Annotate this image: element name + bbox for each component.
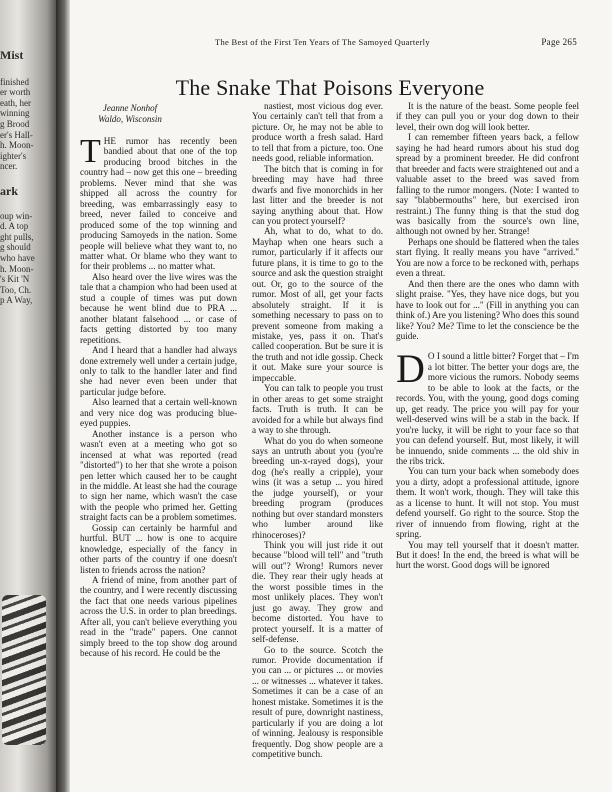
fragment-line: h. Moon- <box>0 140 34 151</box>
paragraph-text: Gossip can certainly be harmful and hurtful. BUT ... how is one to acquire knowledge, especially of the fancy in other parts of the country if one doesn't listen to friends across the nation? <box>80 522 237 575</box>
fragment-line: ght pulls, <box>0 231 34 242</box>
paragraph-text: You can talk to people you trust in other areas to get some straight facts. Truth is truth. It can be avoided for a while but always find a way to she through. <box>252 383 383 436</box>
fragment-line: eath, her <box>0 97 31 108</box>
article-title: The Snake That Poisons Everyone <box>175 74 485 100</box>
fragment-line: oup win- <box>0 210 33 221</box>
paragraph-text: And then there are the ones who damn with slight praise. "Yes, they have nice dogs, but you have to look out for ..." (Fill in anything you can think of.) Are you listening? Who does this sound like? You? Me? Time to let the conscience be the guide. <box>396 278 579 341</box>
paragraph-text: Also learned that a certain well-known and very nice dog was producing blue-eyed puppies. <box>80 397 237 429</box>
running-head <box>0 37 612 49</box>
paragraph <box>80 133 237 272</box>
paragraph-text: nastiest, most vicious dog ever. You certainly can't tell that from a picture. Or, he may not be able to produce worth a fresh salad. Hard to tell that from a picture, too. One needs good, reliable information. <box>252 101 383 164</box>
fragment-lines-1 <box>0 77 58 172</box>
paragraph-text: You can turn your back when somebody does you a dirty, adopt a professional attitude, ignore them. It won't work, though. They will take this as a license to hunt. It will not stop. You must defend yourself. Go right to the source. Stop the river of innuendo from flowing, right at the spring. <box>396 466 579 540</box>
paragraph <box>80 575 237 659</box>
paragraph <box>396 346 579 466</box>
paragraph-text: Also heard over the live wires was the tale that a champion who had been used at stud a couple of times was put down because he went blind due to PRA ... another blatant falsehood ... or case of facts getting distorted by too many repetitions. <box>80 271 237 345</box>
paragraph-text: And I heard that a handler had always done extremely well under a certain judge, only to talk to the handler later and find she had never even been under that particular judge before. <box>80 345 237 397</box>
paragraph <box>252 645 383 760</box>
paragraph <box>396 540 579 571</box>
column-3-part-1 <box>396 101 579 341</box>
paragraph-text: Ah, what to do, what to do. Mayhap when one hears such a rumor, particularly if it affects our future plans, it is time to go to the source and ask the question straight out. Or, go to the source of the rumor. Most of all, get your facts absolutely straight. If it is something necessary to pass on to prevent someone from making a mistake, yes, pass it on. That's called cooperation. But be sure it is the truth and not idle gossip. Check it out. Make sure your source is impeccable. <box>252 226 383 383</box>
paragraph-text: The bitch that is coming in for breeding may have had three dwarfs and five monorchids in her last litter and the breeder is not saying anything about that. How can you protect yourself? <box>252 163 383 226</box>
drop-cap: T <box>80 133 101 170</box>
paragraph <box>396 237 579 279</box>
paragraph-text: Go to the source. Scotch the rumor. Provide documentation if you can ... or pictures ... or movies ... or witnesses ... whatever it takes. Sometimes it can be a case of an honest mistake. Sometimes it is the result of pure, downright nastiness, particularly if you are doing a lot of winning. Jealousy is responsible frequently. Dog show people are a competitive bunch. <box>252 644 383 760</box>
fragment-lines-2 <box>0 211 58 306</box>
column-3-part-2 <box>396 346 579 571</box>
fragment-line: h. Moon- <box>0 263 34 274</box>
book-spine <box>56 0 70 792</box>
fragment-line: g Brood <box>0 118 30 129</box>
paragraph <box>396 101 579 132</box>
paragraph-text: HE rumor has recently been bandied about that one of the top producing brood bitches in the country had – now get this one – breeding problems. Never mind that she was shipped all across the country for breeding, was embarrassingly easy to breed, never failed to conceive and produced some of the top winning and producing Samoyeds in the nation. Some people will believe what they want to, no matter what. Or blame who they want to for their problems ... no matter what. <box>80 136 237 272</box>
decorative-dog-graphic-fragment <box>2 595 46 745</box>
fragment-line: d. A top <box>0 221 29 232</box>
fragment-line: ighter's <box>0 150 27 161</box>
fragment-line: er worth <box>0 87 31 98</box>
article-column-2 <box>252 101 383 760</box>
fragment-line: er's Hall- <box>0 129 33 140</box>
paragraph <box>80 523 237 575</box>
paragraph <box>396 466 579 539</box>
paragraph-text: It is the nature of the beast. Some people feel if they can pull you or your dog down to their level, their own dog will look better. <box>396 101 579 132</box>
paragraph <box>396 279 579 342</box>
paragraph <box>252 436 383 541</box>
article-column-3 <box>396 101 579 571</box>
fragment-line: ncer. <box>0 161 18 172</box>
paragraph-text: Another instance is a person who wasn't even at a meeting who got so incensed at what was reported (read "distorted") to her that she wrote a poison pen letter which caused her to be caught in the middle. At least she had the courage to sign her name, which wasn't the case with the people who primed her. Getting straight facts can be a problem sometimes. <box>80 428 237 523</box>
fragment-line: Too, Ch. <box>0 284 32 295</box>
paragraph <box>252 383 383 435</box>
fragment-line: g should <box>0 242 31 253</box>
paragraph-text: You may tell yourself that it doesn't matter. But it does! In the end, the breed is what will be hurt the worst. Good dogs will be ignored <box>396 539 579 571</box>
running-head-title: The Best of the First Ten Years of The Samoyed Quarterly <box>215 37 430 47</box>
fragment-line: finished <box>0 76 29 87</box>
paragraph <box>80 429 237 523</box>
paragraph-text: What do you do when someone says an untruth about you (you're breeding un-x-rayed dogs), your dog (he's really a cripple), your wins (it was a setup ... you hired the judge yourself), or your breeding program (produces nothing but over standard monsters who lumber around like rhinoceroses)? <box>252 435 383 540</box>
paragraph-text: A friend of mine, from another part of the country, and I were recently discussing the fact that one needs various pipelines across the U.S. in order to plan breedings. After all, you can't believe everything you read in the "trade" papers. One cannot simply breed to the top show dog around because of his record. He could be the <box>80 575 237 659</box>
fragment-line: winning <box>0 108 30 119</box>
paragraph <box>252 101 383 164</box>
paragraph <box>252 226 383 383</box>
paragraph-text: Perhaps one should be flattered when the tales start flying. It really means you have "arrived." You are now a force to be reckoned with, perhaps even a threat. <box>396 236 579 279</box>
paragraph-text: I can remember fifteen years back, a fellow saying he had heard rumors about his stud dog spread by a prominent breeder. He did confront that breeder and facts were straightened out and a valuable asset to the breed was saved from falling to the rumor mongers. (Note: I wanted to say "blabbermouths" here, but exercised iron restraint.) The funny thing is that the stud dog was basically from the source's own line, although not owned by her. Strange! <box>396 132 579 237</box>
previous-page-fragment <box>0 50 58 306</box>
paragraph-text: O I sound a little bitter? Forget that – I'm a lot bitter. The better your dogs are, the more vicious the rumors. Nobody seems to be able to look at the facts, or the records. You, with the young, good dogs coming up, get ready. The price you will pay for your well-deserved wins will be a stab in the back. If you're lucky, it will be right to your face so that you can defend yourself. But, most likely, it will be innuendo, snide comments ... the old shiv in the ribs trick. <box>396 351 579 466</box>
paragraph <box>80 397 237 428</box>
page-number: Page 265 <box>541 37 577 47</box>
fragment-heading-1: Mist <box>0 50 24 62</box>
paragraph-text: Think you will just ride it out because "blood will tell" and "truth will out"? Wrong! Rumors never die. They rear their ugly heads at the worst possible times in the most unlikely places. They won't just go away. They grow and become distorted. You have to protect yourself. It is a matter of self-defense. <box>252 540 383 645</box>
paragraph <box>252 540 383 645</box>
author-location: Waldo, Wisconsin <box>98 114 162 124</box>
fragment-line: 's Kit 'N <box>0 274 30 285</box>
article-column-1 <box>80 133 237 659</box>
paragraph <box>80 345 237 397</box>
fragment-heading-2: ark <box>0 183 18 198</box>
fragment-line: who have <box>0 252 35 263</box>
paragraph <box>252 164 383 227</box>
paragraph <box>80 272 237 345</box>
drop-cap: D <box>396 346 425 392</box>
paragraph <box>396 132 579 237</box>
fragment-line: p A Way, <box>0 295 33 306</box>
author-name: Jeanne Nonhof <box>102 103 158 113</box>
byline <box>80 103 180 125</box>
